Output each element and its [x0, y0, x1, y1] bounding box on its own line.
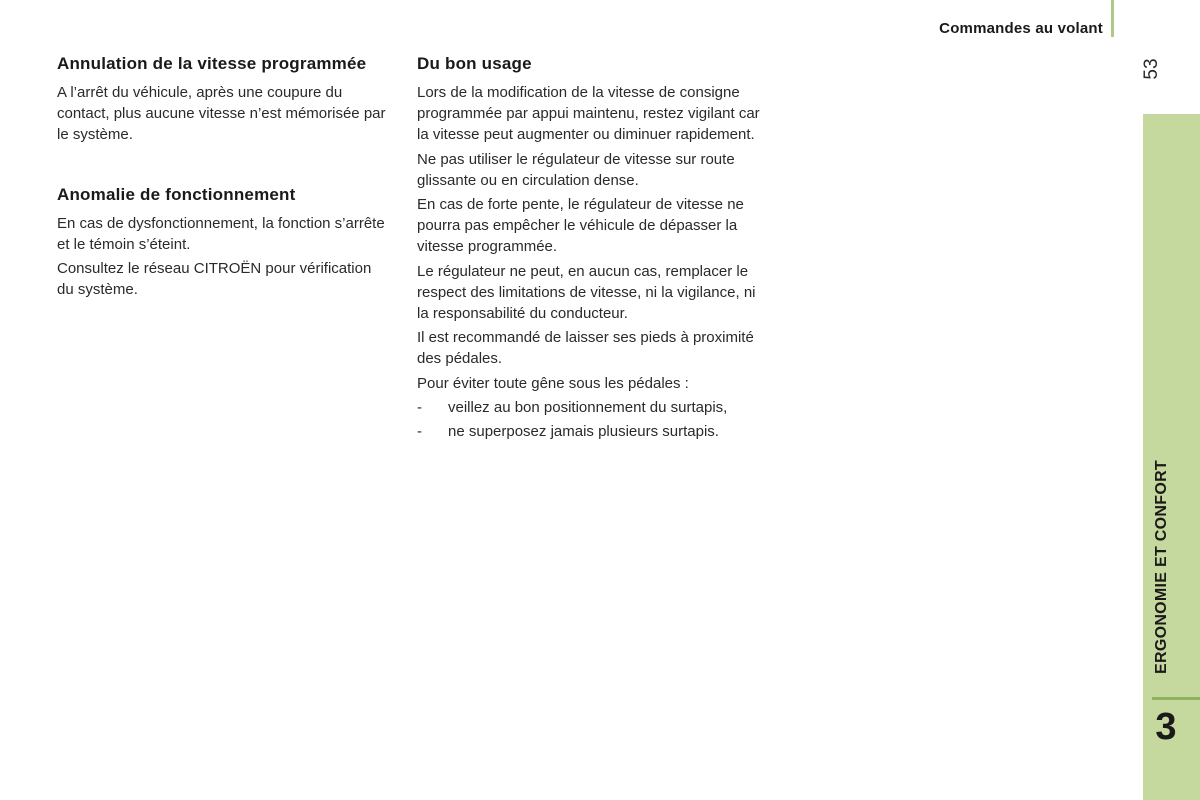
section-heading-annulation: Annulation de la vitesse programmée	[57, 54, 367, 73]
list-item	[417, 421, 762, 442]
paragraph: Ne pas utiliser le régulateur de vitesse sur route glissante ou en circulation dense.	[417, 150, 735, 189]
chapter-number: 3	[1155, 706, 1177, 748]
section-spacer	[57, 149, 387, 185]
paragraph: Il est recommandé de laisser ses pieds à proximité des pédales.	[417, 329, 754, 368]
list-item-text: ne superposez jamais plusieurs surtapis.	[448, 423, 719, 441]
header-rule	[1111, 0, 1114, 37]
paragraph: Le régulateur ne peut, en aucun cas, remplacer le respect des limitations de vitesse, ni la vigilance, ni la responsabilité du conducteur.	[417, 262, 756, 323]
bullet-dash: -	[417, 423, 422, 441]
list-item-text: veillez au bon positionnement du surtapis,	[448, 398, 728, 416]
paragraph: A l’arrêt du véhicule, après une coupure du contact, plus aucune vitesse n’est mémorisée par le système.	[57, 84, 386, 144]
section-heading-bon-usage: Du bon usage	[417, 54, 532, 73]
list-item	[417, 397, 762, 418]
left-column	[57, 54, 387, 303]
middle-column	[417, 54, 762, 445]
paragraph: En cas de forte pente, le régulateur de vitesse ne pourra pas empêcher le véhicule de dépasser la vitesse programmée.	[417, 196, 744, 256]
page-number: 53	[1141, 58, 1162, 80]
running-header-title: Commandes au volant	[939, 20, 1103, 37]
paragraph: Lors de la modification de la vitesse de consigne programmée par appui maintenu, restez vigilant car la vitesse peut augmenter ou diminuer rapidement.	[417, 84, 760, 144]
paragraph: En cas de dysfonctionnement, la fonction s’arrête et le témoin s’éteint.	[57, 214, 385, 253]
bullet-dash: -	[417, 398, 422, 416]
paragraph: Consultez le réseau CITROËN pour vérification du système.	[57, 260, 372, 299]
chapter-tab-divider	[1152, 697, 1200, 700]
section-heading-anomalie: Anomalie de fonctionnement	[57, 184, 296, 204]
chapter-tab-label: ERGONOMIE ET CONFORT	[1153, 460, 1170, 674]
paragraph: Pour éviter toute gêne sous les pédales :	[417, 374, 689, 392]
